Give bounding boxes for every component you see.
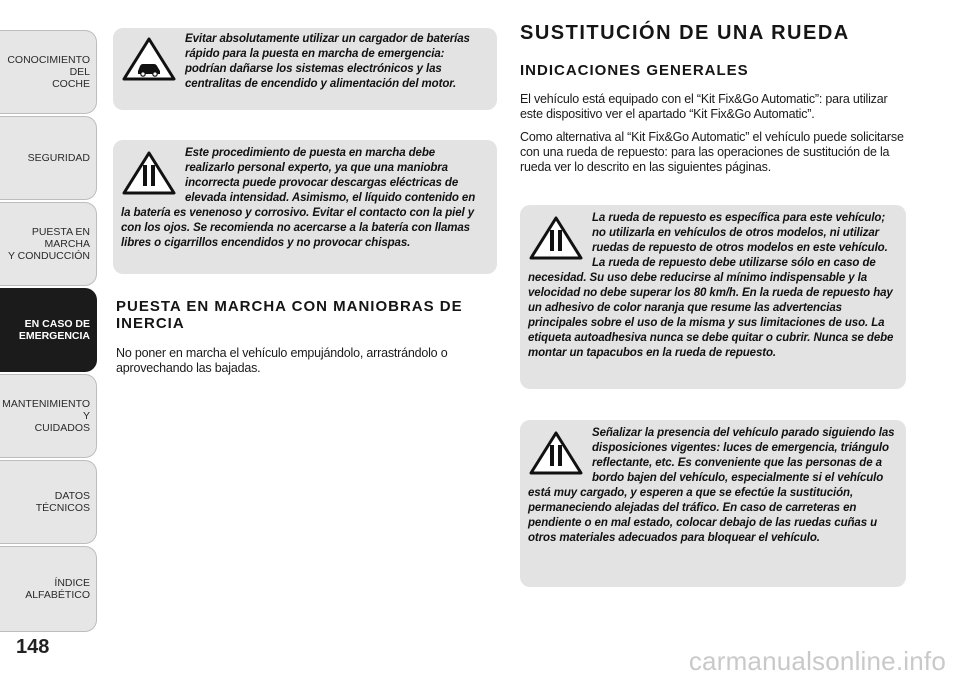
page-number: 148: [16, 636, 50, 658]
tab-indice-alfabetico[interactable]: [0, 546, 97, 632]
tab-en-caso-de-emergencia[interactable]: [0, 288, 97, 372]
tab-label: DATOS TÉCNICOS: [35, 490, 90, 514]
tab-label: MANTENIMIENTO Y: [2, 398, 90, 422]
tab-label: PUESTA EN MARCHA: [31, 226, 90, 250]
tab-datos-tecnicos[interactable]: [0, 460, 97, 544]
tab-label: EN CASO DE: [24, 318, 90, 330]
tab-label: SEGURIDAD: [27, 152, 90, 164]
warning-text: Señalizar la presencia del vehículo parado siguiendo las disposiciones vigentes: luces de emergencia, triángulo reflectante, etc. Es conveniente que las personas de a bordo bajen del vehículo, especialmente si el vehículo está muy cargado, y esperen a que se efectúe la sustitución, permaneciendo alejadas del tráfico. En caso de carreteras en pendiente o en mal estado, colocar debajo de las ruedas cuñas u otros materiales adecuados para bloquear el vehículo.: [528, 427, 895, 544]
warning-box-signal: [520, 420, 906, 587]
tab-conocimiento-del-coche[interactable]: [0, 30, 97, 114]
note-box-charger: [113, 28, 497, 110]
tab-puesta-en-marcha[interactable]: [0, 202, 97, 286]
tab-label: COCHE: [52, 78, 90, 90]
section-heading: PUESTA EN MARCHA CON MANIOBRAS DE INERCIA: [116, 298, 463, 332]
tab-label: CUIDADOS: [34, 422, 90, 434]
chapter-sidebar: [0, 0, 100, 686]
tab-mantenimiento[interactable]: [0, 374, 97, 458]
note-text: Evitar absolutamente utilizar un cargador de baterías rápido para la puesta en marcha de emergencia: podrían dañarse los sistemas electrónicos y las centralitas de encendido y alimentación del motor.: [185, 33, 470, 90]
paragraph: Como alternativa al “Kit Fix&Go Automatic” el vehículo puede solicitarse con una rueda de repuesto: para las operaciones de sustitución de la rueda ver lo descrito en las siguientes páginas.: [520, 130, 904, 174]
car-warning-icon: [121, 36, 177, 82]
paragraph: El vehículo está equipado con el “Kit Fix&Go Automatic”: para utilizar este dispositivo ver el apartado “Kit Fix&Go Automatic”.: [520, 92, 888, 121]
tab-seguridad[interactable]: [0, 116, 97, 200]
warning-triangle-icon: [528, 430, 584, 476]
tab-label: CONOCIMIENTO DEL: [7, 54, 90, 78]
warning-text: La rueda de repuesto es específica para este vehículo; no utilizarla en vehículos de otros modelos, ni utilizar ruedas de repuesto de otros modelos en este vehículo. La rueda de repuesto debe utilizarse sólo en caso de necesidad. Su uso debe reducirse al mínimo indispensable y la velocidad no debe superar los 80 km/h. En la rueda de repuesto hay un adhesivo de color naranja que resume las advertencias principales sobre el uso de la misma y sus limitaciones de uso. La etiqueta autoadhesiva nunca se debe quitar o cubrir. Nunca se debe montar un tapacubos en la rueda de repuesto.: [528, 212, 894, 359]
tab-label: Y CONDUCCIÓN: [7, 250, 90, 262]
section-body: No poner en marcha el vehículo empujándolo, arrastrándolo o aprovechando las bajadas.: [116, 346, 448, 375]
tab-label: EMERGENCIA: [18, 330, 90, 342]
warning-triangle-icon: [528, 215, 584, 261]
warning-triangle-icon: [121, 150, 177, 196]
warning-box-battery: [113, 140, 497, 274]
subsection-heading: INDICACIONES GENERALES: [520, 62, 749, 79]
tab-label: ÍNDICE ALFABÉTICO: [25, 577, 90, 601]
warning-box-spare-wheel: [520, 205, 906, 389]
watermark: carmanualsonline.info: [688, 646, 946, 676]
warning-text: Este procedimiento de puesta en marcha debe realizarlo personal experto, ya que una maniobra incorrecta puede provocar descargas eléctricas de elevada intensidad. Asimismo, el líquido contenido en la batería es venenoso y corrosivo. Evitar el contacto con la piel y con los ojos. Se recomienda no acercarse a la batería con llamas libres o cigarrillos encendidos y no provocar chispas.: [121, 147, 476, 249]
page-title: SUSTITUCIÓN DE UNA RUEDA: [520, 22, 850, 44]
